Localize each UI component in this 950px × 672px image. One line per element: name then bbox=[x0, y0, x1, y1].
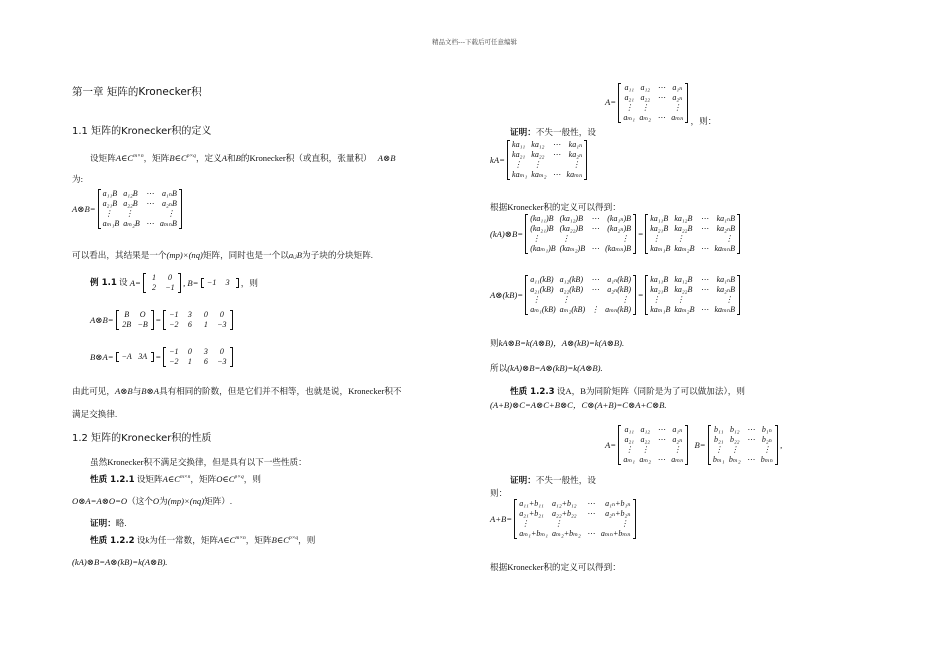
matrix-row bbox=[510, 170, 584, 180]
matrix-row bbox=[166, 310, 230, 320]
matrix-cell bbox=[587, 295, 603, 305]
matrix-cell: −A bbox=[121, 352, 132, 361]
matrix-cell: ⋮ bbox=[104, 209, 113, 218]
matrix-cell: 3 bbox=[225, 278, 230, 287]
matrix-cell: ⋮ bbox=[572, 160, 581, 169]
result-explanation: 可以看出，其结果是一个(mp)×(nq)矩阵，同时也是一个以aᵢⱼB为子块的分块矩阵. bbox=[72, 250, 373, 260]
matrix-cell: ⋯ bbox=[657, 112, 666, 122]
matrix-row bbox=[648, 214, 737, 224]
example-block-matrix-1 bbox=[116, 310, 154, 330]
matrix-cell: ka₂ₙ bbox=[568, 150, 583, 159]
matrix-cell: a₂₁ bbox=[624, 92, 634, 102]
matrix-cell: −3 bbox=[217, 320, 227, 329]
matrix-cell: ka₂₂B bbox=[674, 285, 693, 294]
matrix-cell: −1 bbox=[206, 278, 217, 287]
matrix-cell: ⋮ bbox=[532, 295, 541, 304]
matrix-row bbox=[101, 209, 179, 219]
matrix-cell: kaₘₙB bbox=[714, 244, 736, 253]
matrix-ka bbox=[507, 140, 587, 180]
matrix-cell: (ka₂₁)B bbox=[530, 224, 554, 233]
matrix-cell: −3 bbox=[217, 357, 227, 366]
matrix-cell: ⋯ bbox=[657, 82, 666, 92]
matrix-row bbox=[711, 435, 775, 445]
matrix-cell: ka₁₁B bbox=[650, 275, 669, 284]
ka-definition: kA= ka₁₁ ka₁₂ ⋯ ka₁ₙ ka₂₁ ka₂₂ ⋯ ka₂ₙ ⋮ ⋮ ⋮ kaₘ₁ kaₘ₂ ⋯ kaₘₙ bbox=[490, 140, 587, 180]
matrix-cell bbox=[697, 234, 713, 244]
a-kron-kb-formula: A⊗(kB)= a₁₁(kB) a₁₂(kB) ⋯ a₁ₙ(kB) a₂₁(kB) a₂₂(kB) ⋯ a₂ₙ(kB) ⋮ ⋮ ⋮ aₘ₁(kB) aₘ₂(kB) ⋮ aₘₙ(kB) = ka₁₁B ka₁₂B ⋯ ka₁ₙB ka₂₁B ka₂₂B ⋯ ka₂ₙB ⋮ ⋮ ⋮ kaₘ₁B kaₘ₂B ⋯ kaₘₙB bbox=[490, 275, 740, 315]
matrix-cell: ⋯ bbox=[700, 275, 709, 284]
matrix-row bbox=[528, 234, 633, 244]
matrix-row bbox=[510, 150, 584, 160]
matrix-cell bbox=[549, 160, 565, 170]
matrix-cell: −2 bbox=[169, 357, 179, 366]
section-title-1-1: 1.1 矩阵的Kronecker积的定义 bbox=[72, 126, 212, 137]
matrix-cell: kaₘ₂B bbox=[674, 305, 695, 314]
proof-intro: 证明：不失一般性，设 bbox=[510, 127, 596, 138]
matrix-row bbox=[528, 285, 633, 295]
matrix-cell: (kaₘₙ)B bbox=[605, 244, 632, 253]
matrix-cell: a₂ₙ+b₂ₙ bbox=[605, 509, 631, 518]
matrix-cell: ⋯ bbox=[746, 435, 755, 444]
matrix-cell: kaₘₙ bbox=[566, 170, 583, 179]
matrix-cell: −2 bbox=[169, 320, 179, 329]
matrix-cell: 2 bbox=[151, 283, 156, 292]
matrix-cell: 0 bbox=[167, 273, 172, 282]
matrix-cell: ⋮ bbox=[625, 102, 634, 112]
matrix-cell: ⋮ bbox=[621, 295, 630, 304]
matrix-cell: ⋯ bbox=[591, 214, 600, 223]
matrix-ka-kron-b-right bbox=[645, 214, 740, 254]
matrix-cell: kaₘ₁B bbox=[650, 244, 671, 253]
matrix-cell: ka₁ₙB bbox=[716, 275, 736, 284]
matrix-row bbox=[517, 519, 632, 529]
matrix-b-2 bbox=[708, 425, 778, 465]
matrix-cell: 3A bbox=[138, 352, 148, 361]
matrix-cell: aₘ₁+bₘ₁ bbox=[519, 529, 549, 538]
matrix-row bbox=[648, 234, 737, 244]
matrix-cell: ⋮ bbox=[625, 445, 634, 454]
example-block-matrix-2 bbox=[116, 352, 154, 362]
matrix-cell: ⋮ bbox=[673, 102, 682, 112]
matrix-cell: bₘ₁ bbox=[712, 455, 725, 464]
matrix-row bbox=[166, 357, 230, 367]
matrix-cell: a₁ₙ+b₁ₙ bbox=[605, 499, 631, 508]
matrix-cell: ka₁₂B bbox=[674, 214, 693, 223]
matrix-cell: ⋯ bbox=[700, 214, 709, 223]
matrix-cell: a₁₂+b₁₂ bbox=[552, 499, 577, 508]
matrix-cell: 0 bbox=[219, 347, 224, 356]
matrix-cell: ⋯ bbox=[700, 285, 709, 294]
matrix-cell: a₁₂B bbox=[123, 189, 138, 198]
section-title-1-2: 1.2 矩阵的Kronecker积的性质 bbox=[72, 433, 212, 444]
matrix-cell: ka₁₁B bbox=[650, 214, 669, 223]
matrix-row bbox=[711, 455, 775, 465]
matrix-a-definition: A= a₁₁ a₁₂ ⋯ a₁ₙ a₂₁ a₂₂ ⋯ a₂ₙ ⋮ ⋮ ⋮ aₘ₁ aₘ₂ ⋯ aₘₙ ，则： bbox=[605, 82, 717, 126]
matrix-cell bbox=[587, 234, 603, 244]
matrix-cell: ⋮ bbox=[621, 234, 630, 243]
matrix-cell: a₁₂(kB) bbox=[559, 275, 583, 284]
matrix-row bbox=[648, 305, 737, 315]
matrix-row bbox=[119, 320, 151, 330]
matrix-cell: ⋮ bbox=[561, 234, 570, 243]
matrix-cell: a₁ₙ(kB) bbox=[607, 275, 632, 284]
matrix-cell: ⋮ bbox=[521, 519, 530, 528]
a-plus-b-formula: A+B= a₁₁+b₁₁ a₁₂+b₁₂ ⋯ a₁ₙ+b₁ₙ a₂₁+b₂₁ a₂₂+b₂₂ ⋯ a₂ₙ+b₂ₙ ⋮ ⋮ ⋮ aₘ₁+bₘ₁ aₘ₂+bₘ₂ ⋯ aₘₙ+bₘₙ bbox=[490, 499, 636, 539]
example-result-matrix-1 bbox=[163, 310, 233, 330]
matrix-cell: −1 bbox=[169, 310, 179, 319]
matrix-cell: aₘ₁ bbox=[623, 455, 636, 464]
matrix-cell: ⋮ bbox=[676, 295, 685, 304]
matrix-cell: ⋮ bbox=[714, 445, 723, 454]
matrix-a-2 bbox=[618, 425, 688, 465]
matrix-row bbox=[621, 435, 685, 445]
matrix-cell: ⋯ bbox=[591, 244, 600, 253]
matrix-cell: aₘ₂(kB) bbox=[559, 305, 586, 314]
matrix-cell bbox=[743, 445, 759, 455]
matrix-cell: aₘ₂B bbox=[123, 219, 140, 228]
by-definition-1: 根据Kronecker积的定义可以得到： bbox=[490, 202, 621, 212]
matrix-row bbox=[166, 320, 230, 330]
matrix-cell: a₁₁+b₁₁ bbox=[519, 499, 544, 508]
matrix-cell bbox=[653, 445, 669, 455]
matrix-cell: −B bbox=[137, 320, 148, 329]
matrix-cell: ⋯ bbox=[586, 509, 595, 518]
matrix-row bbox=[711, 445, 775, 455]
ka-kron-b-formula: (kA)⊗B= (ka₁₁)B (ka₁₂)B ⋯ (ka₁ₙ)B (ka₂₁)B (ka₂₂)B ⋯ (ka₂ₙ)B ⋮ ⋮ ⋮ (kaₘ₁)B (kaₘ₂)B ⋯ (kaₘₙ)B = ka₁₁B ka₁₂B ⋯ ka₁ₙB ka₂₁B ka₂₂B ⋯ ka₂ₙB ⋮ ⋮ ⋮ kaₘ₁B kaₘ₂B ⋯ kaₘₙB bbox=[490, 214, 740, 254]
matrix-cell: 1 bbox=[151, 273, 156, 282]
matrix-cell: ka₂₁ bbox=[512, 150, 526, 159]
matrix-cell: 1 bbox=[187, 357, 192, 366]
matrix-cell: aₘ₂ bbox=[639, 455, 652, 464]
matrix-cell: a₁ₙ bbox=[672, 82, 683, 92]
matrix-row bbox=[517, 499, 632, 509]
matrix-a-kron-kb-left bbox=[525, 275, 636, 315]
matrix-cell: ⋮ bbox=[591, 305, 600, 314]
matrix-cell: ⋯ bbox=[552, 150, 561, 159]
matrix-cell: aₘ₁(kB) bbox=[530, 305, 556, 314]
matrix-cell: ⋮ bbox=[762, 445, 771, 454]
matrix-row bbox=[528, 244, 633, 254]
matrix-cell: ka₂ₙB bbox=[716, 224, 736, 233]
matrix-cell: (ka₁₂)B bbox=[559, 214, 583, 223]
matrix-cell: ka₂₁B bbox=[650, 285, 669, 294]
matrix-cell: a₁ₙ bbox=[672, 425, 683, 434]
matrix-row bbox=[101, 219, 179, 229]
matrix-cell: ⋮ bbox=[125, 209, 134, 218]
matrix-cell: ⋮ bbox=[725, 234, 734, 243]
property-1-2-3: 性质 1.2.3 设A，B为同阶矩阵（同阶是为了可以做加法），则 bbox=[510, 386, 745, 397]
matrix-cell: ka₂ₙB bbox=[716, 285, 736, 294]
matrix-cell: a₂ₙ(kB) bbox=[607, 285, 632, 294]
matrix-cell: kaₘ₁B bbox=[650, 305, 671, 314]
matrix-cell: ⋮ bbox=[533, 160, 542, 169]
matrix-cell: ⋮ bbox=[166, 209, 175, 218]
matrix-cell: ⋮ bbox=[554, 519, 563, 528]
page-header: 精品文档---下载后可任意编辑 bbox=[432, 38, 518, 46]
by-definition-2: 根据Kronecker积的定义可以得到： bbox=[490, 562, 621, 572]
matrix-cell: ⋯ bbox=[657, 455, 666, 464]
matrix-cell: b₂₁ bbox=[713, 435, 724, 444]
matrix-cell: b₁ₙ bbox=[761, 425, 772, 434]
matrix-cell: ⋯ bbox=[700, 305, 709, 314]
matrix-cell: a₂ₙ bbox=[672, 92, 683, 102]
matrix-row bbox=[510, 140, 584, 150]
matrix-cell: a₁₂ bbox=[640, 82, 651, 92]
matrix-cell: ⋯ bbox=[145, 189, 154, 198]
matrix-a-kron-kb-right bbox=[645, 275, 740, 315]
matrix-row bbox=[101, 199, 179, 209]
matrix-cell: aₘₙ bbox=[671, 112, 684, 122]
matrix-row bbox=[517, 509, 632, 519]
matrix-cell: ⋮ bbox=[652, 234, 661, 243]
matrix-cell: −1 bbox=[165, 283, 175, 292]
proof-intro-2: 证明：不失一般性，设 bbox=[510, 475, 596, 486]
matrix-cell: a₂₂ bbox=[640, 435, 651, 444]
proof-omitted: 证明：略. bbox=[90, 518, 127, 529]
matrix-cell: a₁₁(kB) bbox=[530, 275, 554, 284]
matrix-cell: ⋮ bbox=[676, 234, 685, 243]
matrix-cell: ka₁ₙB bbox=[716, 214, 736, 223]
matrix-cell: a₂ₙB bbox=[161, 199, 177, 208]
matrix-cell: 6 bbox=[203, 357, 208, 366]
matrix-row bbox=[166, 347, 230, 357]
matrix-cell: kaₘ₂ bbox=[531, 170, 547, 179]
matrix-cell: ⋮ bbox=[514, 160, 523, 169]
matrix-cell: ⋮ bbox=[673, 445, 682, 454]
matrix-cell: O bbox=[139, 310, 146, 319]
matrix-cell: ⋮ bbox=[532, 234, 541, 243]
matrix-cell: B bbox=[124, 310, 130, 319]
matrix-row bbox=[648, 275, 737, 285]
matrix-row bbox=[119, 310, 151, 320]
matrix-cell: ka₂₁B bbox=[650, 224, 669, 233]
matrix-cell bbox=[653, 103, 669, 113]
matrix-row bbox=[648, 244, 737, 254]
matrix-row bbox=[528, 214, 633, 224]
matrix-cell: (ka₂ₙ)B bbox=[607, 224, 632, 233]
matrix-row bbox=[101, 189, 179, 199]
matrices-a-b-definition: A= a₁₁ a₁₂ ⋯ a₁ₙ a₂₁ a₂₂ ⋯ a₂ₙ ⋮ ⋮ ⋮ aₘ₁ aₘ₂ ⋯ aₘₙ B= b₁₁ b₁₂ ⋯ b₁ₙ b₂₁ b₂₂ ⋯ b₂ₙ ⋮ ⋮ ⋮ bₘ₁ bₘ₂ ⋯ bₘₙ , bbox=[605, 425, 783, 464]
matrix-cell: kaₘₙB bbox=[714, 305, 736, 314]
example-matrix-b bbox=[201, 278, 239, 288]
matrix-cell: ⋮ bbox=[730, 445, 739, 454]
wei-text: 为: bbox=[72, 174, 83, 184]
matrix-row bbox=[146, 283, 178, 293]
matrix-row bbox=[517, 529, 632, 539]
matrix-cell: ⋯ bbox=[552, 140, 561, 149]
matrix-cell: 0 bbox=[203, 310, 208, 319]
matrix-cell: a₂₂ bbox=[640, 92, 651, 102]
matrix-cell: ⋯ bbox=[657, 92, 666, 102]
matrix-row bbox=[510, 160, 584, 170]
matrix-cell: aₘₙ(kB) bbox=[605, 305, 632, 314]
matrix-cell: aₘ₁B bbox=[102, 219, 120, 228]
matrix-cell: ka₁₁ bbox=[512, 140, 526, 149]
matrix-row bbox=[621, 103, 685, 113]
matrix-cell: ⋯ bbox=[591, 285, 600, 294]
matrix-row bbox=[648, 295, 737, 305]
matrix-cell: b₂₂ bbox=[730, 435, 740, 444]
matrix-cell: (kaₘ₁)B bbox=[530, 244, 556, 253]
matrix-cell: ⋯ bbox=[145, 219, 154, 228]
matrix-row bbox=[621, 93, 685, 103]
matrix-cell: ⋮ bbox=[652, 295, 661, 304]
matrix-cell: a₂₁ bbox=[624, 435, 634, 444]
matrix-row bbox=[528, 305, 633, 315]
matrix-cell: aₘₙ bbox=[671, 455, 684, 464]
matrix-cell: (kaₘ₂)B bbox=[559, 244, 586, 253]
matrix-cell: aₘ₂ bbox=[639, 112, 652, 122]
matrix-cell: (ka₂₂)B bbox=[559, 224, 583, 233]
therefore-line: 所以(kA)⊗B=A⊗(kB)=k(A⊗B). bbox=[490, 363, 603, 373]
matrix-cell: aₘ₂+bₘ₂ bbox=[552, 529, 581, 538]
matrix-a-plus-b bbox=[514, 499, 635, 539]
matrix-cell: 3 bbox=[187, 310, 192, 319]
property-1-2-2-formula: (kA)⊗B=A⊗(kB)=k(A⊗B). bbox=[72, 557, 168, 567]
matrix-cell: a₂₁+b₂₁ bbox=[519, 509, 544, 518]
matrix-cell: ⋯ bbox=[746, 455, 755, 464]
matrix-row bbox=[528, 295, 633, 305]
matrix-cell: a₂₁(kB) bbox=[530, 285, 554, 294]
matrix-cell: a₂₁B bbox=[102, 199, 118, 208]
matrix-cell: kaₘ₂B bbox=[674, 244, 695, 253]
matrix-cell: a₁ₙB bbox=[161, 189, 177, 198]
kron-matrix bbox=[98, 189, 182, 229]
matrix-cell: b₂ₙ bbox=[761, 435, 772, 444]
matrix-cell: b₁₁ bbox=[713, 425, 724, 434]
matrix-row bbox=[146, 273, 178, 283]
matrix-cell: ⋯ bbox=[591, 275, 600, 284]
matrix-row bbox=[621, 455, 685, 465]
matrix-cell: 0 bbox=[187, 347, 192, 356]
then-line: 则kA⊗B=k(A⊗B)，A⊗(kB)=k(A⊗B). bbox=[490, 338, 625, 348]
matrix-a bbox=[618, 83, 688, 123]
matrix-cell: ⋯ bbox=[552, 170, 561, 179]
definition-line: 设矩阵$A\in C^{m\times n}$，矩阵$B\in C^{p\times q}$，定义A和B的Kronecker积（或直积，张量积） A⊗B bbox=[90, 152, 396, 163]
matrix-cell: a₁₁ bbox=[624, 82, 634, 92]
property-1-2-3-formula: (A+B)⊗C=A⊗C+B⊗C，C⊗(A+B)=C⊗A+C⊗B. bbox=[490, 400, 667, 410]
matrix-row bbox=[621, 83, 685, 93]
matrix-cell: a₂₂+b₂₂ bbox=[552, 509, 577, 518]
example-a-kron-b: A⊗B= B O 2B −B = −1 3 0 0 −2 6 1 −3 bbox=[90, 310, 233, 330]
matrix-cell: ka₂₂ bbox=[531, 150, 545, 159]
matrix-cell: (ka₁₁)B bbox=[530, 214, 554, 223]
matrix-cell: ⋯ bbox=[700, 224, 709, 233]
matrix-cell: bₘ₂ bbox=[728, 455, 741, 464]
matrix-cell: 1 bbox=[203, 320, 208, 329]
matrix-cell: a₁₂ bbox=[640, 425, 651, 434]
matrix-cell: ⋮ bbox=[725, 295, 734, 304]
matrix-cell bbox=[583, 519, 599, 529]
matrix-cell: ⋯ bbox=[657, 435, 666, 444]
example-result-matrix-2 bbox=[163, 347, 233, 367]
matrix-cell: 3 bbox=[203, 347, 208, 356]
matrix-cell: −1 bbox=[169, 347, 179, 356]
matrix-row bbox=[528, 275, 633, 285]
matrix-cell: 6 bbox=[187, 320, 192, 329]
property-1-2-2: 性质 1.2.2 设k为任一常数，矩阵$A\in C^{m\times n}$，矩阵$B\in C^{p\times q}$，则 bbox=[90, 534, 316, 546]
conclusion-line-2: 满足交换律. bbox=[72, 409, 118, 419]
matrix-row bbox=[621, 445, 685, 455]
matrix-row bbox=[621, 113, 685, 123]
example-b-kron-a: B⊗A= −A 3A = −1 0 3 0 −2 1 6 −3 bbox=[90, 347, 233, 367]
matrix-cell: ⋮ bbox=[641, 445, 650, 454]
matrix-row bbox=[204, 278, 236, 288]
matrix-cell: ⋯ bbox=[700, 244, 709, 253]
matrix-cell: a₁₁B bbox=[102, 189, 118, 198]
matrix-cell: a₂₂B bbox=[123, 199, 138, 208]
conclusion-line-1: 由此可见，A⊗B与B⊗A具有相同的阶数，但是它们并不相等，也就是说，Kronecker积不 bbox=[72, 386, 402, 396]
properties-intro: 虽然Kronecker积不满足交换律，但是具有以下一些性质： bbox=[90, 457, 307, 467]
matrix-row bbox=[528, 224, 633, 234]
matrix-cell: ⋮ bbox=[620, 519, 629, 528]
matrix-cell: aₘ₁ bbox=[623, 112, 636, 122]
matrix-cell: a₂₂(kB) bbox=[559, 285, 583, 294]
property-1-2-1: 性质 1.2.1 设矩阵$A\in C^{m\times n}$，矩阵$O\in C^{p\times q}$，则 bbox=[90, 473, 261, 485]
matrix-cell: ⋮ bbox=[641, 102, 650, 112]
matrix-cell bbox=[697, 295, 713, 305]
matrix-cell: ka₂₂B bbox=[674, 224, 693, 233]
matrix-row bbox=[711, 425, 775, 435]
matrix-cell: ⋯ bbox=[746, 425, 755, 434]
matrix-cell: ka₁₂B bbox=[674, 275, 693, 284]
matrix-cell: 0 bbox=[219, 310, 224, 319]
example-1-1: 例 1.1 设 A= 1 0 2 −1 , B= −1 3 ，则 bbox=[90, 273, 258, 292]
matrix-row bbox=[648, 224, 737, 234]
ze-text: 则： bbox=[490, 488, 508, 498]
matrix-cell: b₁₂ bbox=[730, 425, 740, 434]
matrix-cell: ⋯ bbox=[586, 499, 595, 508]
chapter-title: 第一章 矩阵的Kronecker积 bbox=[72, 86, 202, 98]
matrix-cell: kaₘ₁ bbox=[512, 170, 528, 179]
example-matrix-a bbox=[143, 273, 181, 293]
matrix-cell bbox=[142, 209, 158, 219]
matrix-cell: aₘₙB bbox=[159, 219, 177, 228]
matrix-cell: aₘₙ+bₘₙ bbox=[600, 529, 631, 538]
matrix-cell: ka₁₂ bbox=[531, 140, 545, 149]
matrix-cell: ⋯ bbox=[145, 199, 154, 208]
matrix-ka-kron-b-left bbox=[525, 214, 636, 254]
matrix-row bbox=[621, 425, 685, 435]
matrix-cell: ka₁ₙ bbox=[568, 140, 583, 149]
matrix-row bbox=[119, 352, 151, 362]
matrix-cell: ⋯ bbox=[586, 529, 595, 538]
matrix-cell: bₘₙ bbox=[760, 455, 773, 464]
matrix-cell: a₁₁ bbox=[624, 425, 634, 434]
matrix-cell: ⋮ bbox=[561, 295, 570, 304]
matrix-cell: 2B bbox=[122, 320, 132, 329]
kron-definition-formula: A⊗B= a₁₁B a₁₂B ⋯ a₁ₙB a₂₁B a₂₂B ⋯ a₂ₙB ⋮ ⋮ ⋮ aₘ₁B aₘ₂B ⋯ aₘₙB bbox=[72, 189, 182, 229]
matrix-cell: (ka₁ₙ)B bbox=[607, 214, 632, 223]
matrix-cell: ⋯ bbox=[591, 224, 600, 233]
matrix-cell: a₂ₙ bbox=[672, 435, 683, 444]
property-1-2-1-formula: O⊗A=A⊗O=O（这个O为(mp)×(nq)矩阵）. bbox=[72, 496, 233, 506]
matrix-row bbox=[648, 285, 737, 295]
matrix-cell: ⋯ bbox=[657, 425, 666, 434]
